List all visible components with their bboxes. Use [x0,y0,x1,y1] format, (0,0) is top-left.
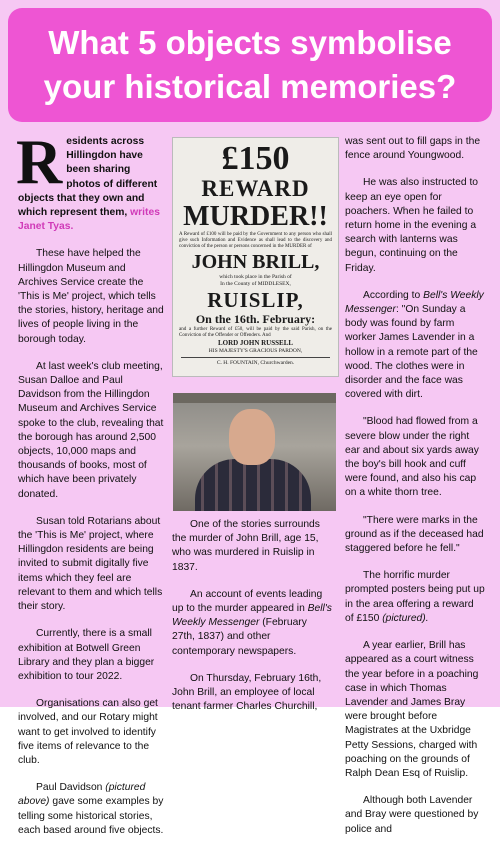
paragraph: Organisations can also get involved, and our Rotary might want to get involved to identify five items of relevance to the club. [18,698,158,766]
poster-reward: REWARD [201,176,310,201]
paragraph: "There were marks in the ground as if the deceased had staggered before he fell." [345,514,484,555]
poster-county: In the County of MIDDLESEX, [220,281,291,287]
poster-divider [181,357,330,358]
headline-line-2: your historical memories? [43,68,457,105]
paragraph-text: The horrific murder prompted posters being put up in the area offering a reward of £150 [345,570,485,624]
paragraph [18,781,166,838]
poster-amount: £150 [221,140,290,177]
paragraph-text: : "On Sunday a body was found by farm worker James Lavender in a hollow in a remote part of the wood. The clothes were in disorder and the face was covered with dirt. [345,304,478,401]
paragraph: Currently, there is a small exhibition at Botwell Green Library and they plan a bigger exhibition to tour 2022. [18,628,155,682]
paragraph: He was also instructed to keep an eye open for poachers. When he failed to return home in the evening a search with lanterns was begun, continuing on the Friday. [345,177,479,274]
paragraph: Although both Lavender and Bray were questioned by police and [345,795,479,835]
poster-date: On the 16th. February: [195,312,316,326]
reward-poster-image [172,137,339,377]
publication-name: Bell's Weekly Messenger [172,603,332,629]
paragraph: These have helped the Hillingdon Museum and Archives Service create the 'This is Me' project, which tells the stories, history, heritage and lives of people living in the borough today. [18,248,164,345]
paragraph: One of the stories surrounds the murder of John Brill, age 15, who was murdered in Ruislip in 1837. [172,519,320,573]
drop-cap: R [16,126,63,197]
photo-person-shirt [195,459,311,511]
poster-victim-name: JOHN BRILL, [191,251,320,273]
paragraph: Susan told Rotarians about the 'This is Me' project, where Hillingdon residents are being invited to submit digitally five items which they feel are relevant to them and which tells their story. [18,515,163,613]
poster-small-text-2: and a further Reward of £50, will be paid by the said Parish, on the Conviction of the Offender or Offenders. And [179,327,332,338]
poster-small-text: A Reward of £100 will be paid by the Government to any person who shall give such Information and Evidence as shall lead to the discovery and conviction of the person or persons concerned in the MURDER of [179,232,332,249]
poster-murder: MURDER!! [183,201,328,232]
speaker-name: Paul Davidson [36,782,106,794]
paragraph: At last week's club meeting, Susan Dalloe and Paul Davidson from the Hillingdon Museum and Archives Service spoke to the club, revealing that the borough has around 2,500 objects, 10,000 maps and thousands of books, most of which have been privately donated. [18,360,164,500]
poster-place: RUISLIP, [207,288,304,312]
intro-paragraph [16,126,166,234]
paragraph: "Blood had flowed from a severe blow under the right ear and about six yards away the boy's bill hook and cuff were found, and also his cap on a white thorn tree. [345,416,479,499]
paragraph-text: According to [363,289,424,301]
paragraph [345,569,485,626]
paragraph: A year earlier, Brill has appeared as a court witness the year before in a poaching case in which Thomas Lavender and James Bray were brought before Magistrates at the Uxbridge Petty Sessions, charged with poaching on the grounds of Ralph Dean Esq of Ruislip. [345,640,479,779]
poster-reference: (pictured). [382,612,429,624]
column-1 [16,126,166,851]
poster-lord: LORD JOHN RUSSELL [217,339,294,347]
headline-banner [8,8,492,122]
headline-line-1: What 5 objects symbolise [48,24,452,61]
speaker-photo [173,393,336,511]
photo-reference: (pictured above) [18,782,146,808]
poster-middle-text: which took place in the Parish of [219,274,292,280]
paragraph-text: An account of events leading up to the murder appeared in [172,588,323,615]
poster-pardon: HIS MAJESTY'S GRACIOUS PARDON, [208,348,303,354]
poster-footer: C. H. FOUNTAIN, Churchwarden. [216,360,295,366]
photo-person-head [229,409,275,465]
paragraph [172,588,332,659]
publication-name: Bell's Weekly Messenger [345,289,484,316]
column-2-text [172,518,332,727]
byline: writes Janet Tyas. [18,207,160,233]
photo-background-shelf [173,393,336,403]
paragraph: On Thursday, February 16th, John Brill, an employee of local tenant farmer Charles Churchill, [172,672,322,713]
paragraph: was sent out to fill gaps in the fence around Youngwood. [345,136,481,162]
column-3 [345,135,485,850]
paragraph-text: (February 27th, 1837) and other contemporary newspapers. [172,617,307,657]
intro-text: esidents across Hillingdon have been sharing photos of different objects that they own and which represent them, [18,136,158,219]
paragraph-text: gave some examples by telling some historical stories, each based around five objects. [18,796,164,836]
paragraph [345,289,485,403]
